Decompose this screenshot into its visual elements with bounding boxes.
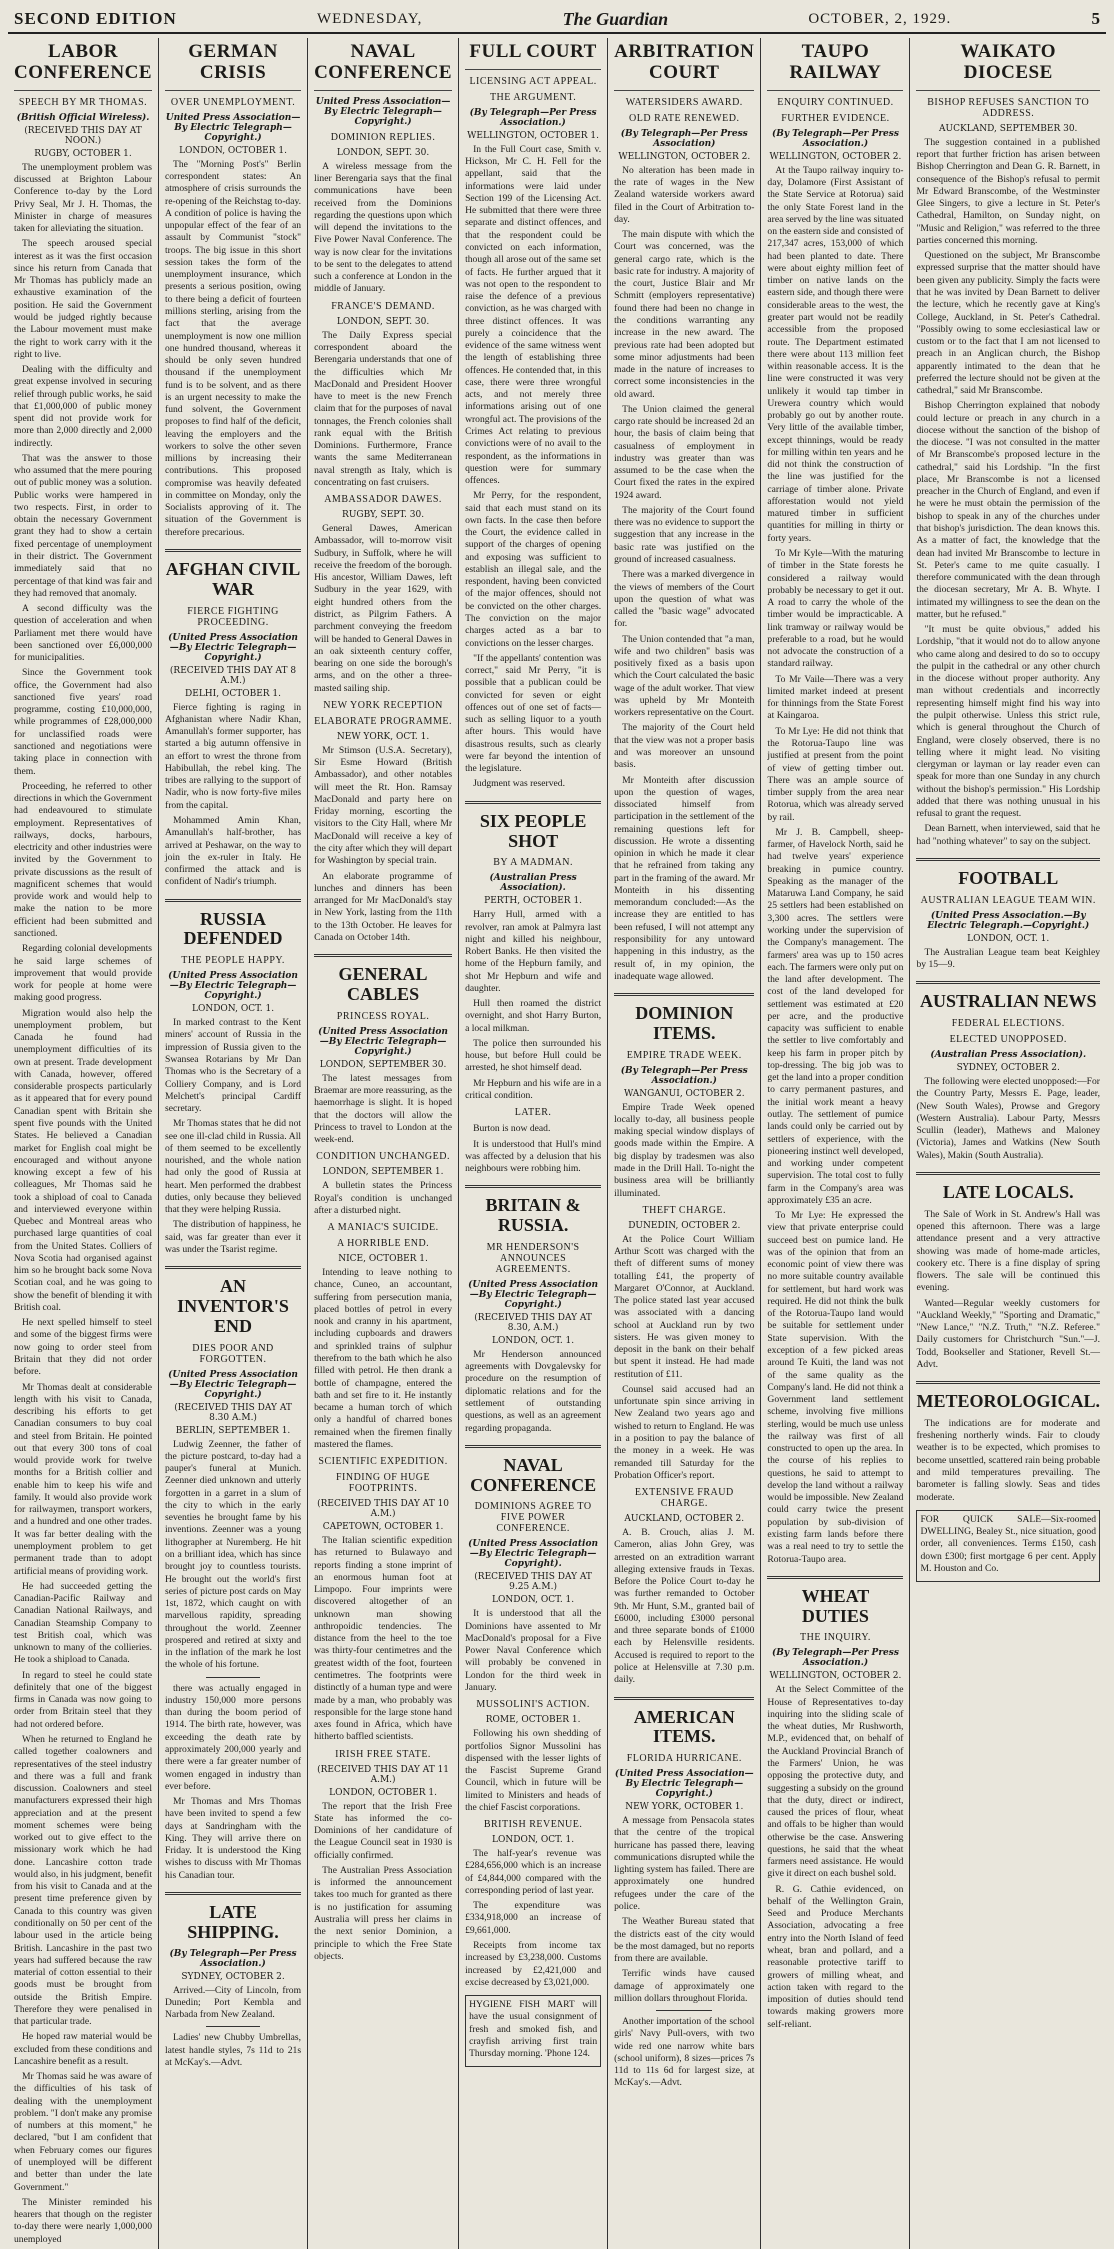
paragraph: An elaborate programme of lunches and dinners has been arranged for Mr MacDonald's stay in New York, lasting from the 11th to the 13th October. He leaves for Canada on October 14th. [314,870,453,943]
paragraph: He had succeeded getting the Canadian-Pacific Railway and Canadian National Railways, and Canadian Steamship Company to test British coal, which was unknown to many of the collieries. He took a shipload to Canada. [14,1580,152,1666]
paragraph: Mr Thomas said he was aware of the difficulties of his task of dealing with the unemployment problem. "I don't make any promise of numbers at this moment," he declared, "but I am confident that when February comes our figures of unemployed will be different and better than under the late Government." [14,2071,152,2193]
paragraph: Questioned on the subject, Mr Branscombe expressed surprise that the matter should have been given any publicity. Simply the facts were that he was invited by Dean Barnett to deliver the lecture, which he recently gave at King's College, Auckland, in St. Peter's Cathedral. "Possibly owing to some ecclesiastical law or custom or to the fact that I am not licensed to preach in an Anglican church, the Bishop apparently intimated to the dean that he preferred the lecture should not be given at the cathedral," said Mr Branscombe. [916,250,1100,397]
subhead: FIERCE FIGHTING PROCEEDING. [187,605,279,628]
paragraph: When he returned to England he called together coalowners and representatives of the steel industry and there was a full and frank discussion. Coalowners and steel manufacturers expressed their high appreciation and at the present moment schemes were being worked out to give effect to the missionary work which he had done. Lancashire cotton trade would also, in his judgment, benefit from his visit to Canada and at the present time preference given by Canada to this country was given conditionally on 50 per cent of the labour used in the article being British. Lancashire in the past two years had suffered because the raw material of cotton essential to their goods must be brought from outside the British Empire. Therefore they were penalised in that particular trade. [14,1733,152,2028]
subhead: LICENSING ACT APPEAL. [469,75,597,87]
paragraph: The police then surrounded his house, but before Hull could be arrested, he shot himself dead. [465,1037,602,1074]
column-waikato-diocese [910,38,1106,2249]
advertisement-box [916,1510,1100,1582]
paragraph: Intending to leave nothing to chance, Cuneo, an accountant, suffering from persecution mania, placed bottles of petrol in every nook and cranny in his apartment, including cupboards and drawers and sprinkled trains of sulphur therefrom to the bath which he also filled with petrol. He then drank a bottle of champagne, entered the bath and set fire to it. He instantly became a human torch of which only a handful of charred bones remained when the firemen finally mastered the flames. [314,1267,453,1450]
credit: (By Telegraph—Per Press Association.) [620,1065,748,1086]
paragraph: The suggestion contained in a published report that further friction has arisen between Bishop Cherrington and Dean G. R. Barnett, in consequence of the Bishop's refusal to permit Mr Edward Branscombe, of the Westminster Glee Singers, to give a lecture in St. Peter's Cathedral, Hamilton, on Sunday night, on "Music and Religion," was referred to the three parties concerned this morning. [916,136,1100,246]
paragraph: The majority of the Court held that the view was not a proper basis and was moreover an unsound basis. [614,722,755,771]
dateline: LONDON, OCT. 1. [191,1004,275,1015]
paragraph: The expenditure was £334,918,000 an increase of £9,661,000. [465,1900,602,1936]
paragraph: The following were elected unopposed:—For the Country Party, Messrs E. Page, leader, (New South Wales), Prowse and Gregory (Western Australia). Labour Party, Messrs Scullin (leader), Mathews and Maloney (Victoria), James and Watkins (New South Wales), Makin (South Australia). [916,1076,1100,1161]
paragraph: Wanted—Regular weekly customers for "Auckland Weekly," "Sporting and Dramatic," "New Lance," "N.Z. Truth," "N.Z. Referee." Daily customers for Christchurch "Sun."—J. Todd, Bookseller and Stationer, Revell St.—Advt. [916,1297,1100,1370]
paragraph: In regard to steel he could state definitely that one of the biggest firms in Canada was now going to order from Britain steel that they had not ordered before. [14,1669,152,1730]
paragraph: The Australian Press Association is informed the announcement takes too much for granted as there is no justification for assuming Australia will press her claims in the next senior Dominion, a principle to which the Free State objects. [314,1864,453,1962]
paragraph: "It must be quite obvious," added his Lordship, "that it would not do to allow anyone who came along and desired to do so to occupy the pulpit in the cathedral or any other church in the diocese without proper authority. Any man without credentials and incorrectly representing himself might find his way into the pulpit otherwise. Unless this strict rule, which is general throughout the Church of England, were closely observed, there is no telling where it might lead. No visiting clergyman or layman or lay reader even can speak for more than one Sunday in any church without the bishop's permission." His Lordship added that there was nothing unusual in his refusal to grant the request. [916,624,1100,820]
dateline: AUCKLAND, OCTOBER 2. [624,1514,745,1525]
headline-waikato-diocese: WAIKATO DIOCESE [916,38,1100,91]
headline-six-people-shot: SIX PEOPLE SHOT [465,801,601,852]
paragraph: The report that the Irish Free State has informed the co-Dominions of her candidature of the League Council seat in 1930 is officially confirmed. [314,1800,453,1861]
newspaper-title: The Guardian [562,8,669,29]
paragraph: Mr Thomas and Mrs Thomas have been invited to spend a few days at Sandringham with the King. They will arrive there on Friday. It is understood the King wishes to discuss with Mr Thomas his Canadian tour. [165,1796,302,1881]
paragraph: The distribution of happiness, he said, was far greater than ever it was under the Tsarist regime. [165,1219,302,1255]
paragraph: That was the answer to those who assumed that the mere pouring out of public money was a solution. Public works were hampered in two respects. First, in order to obtain the necessary Government grant they had to show a certain fixed percentage of unemployment in their district. The Government immediately said that no percentage of that kind was fair and they had removed that anomaly. [14,452,152,599]
page-number: 5 [1091,9,1100,28]
headline-german-crisis: GERMAN CRISIS [165,38,301,91]
column-full-court [459,38,608,2249]
subhead: SPEECH BY MR THOMAS. [18,96,148,108]
paragraph: A. B. Crouch, alias J. M. Cameron, alias John Grey, was arrested on an extradition warrant alleging extensive frauds in Texas. Before the Police Court to-day he was further remanded to October 9th. Mr Hunt, S.M., granted bail of £6000, including £3000 personal and three separate bonds of £1000 each by Helensville residents. Accused is required to report to the police at Helensville at 7.30 p.m. daily. [614,1527,755,1686]
credit: (By Telegraph—Per Press Association) [620,128,748,149]
paragraph: Mr Thomas dealt at considerable length with his visit to Canada, describing his efforts to get Canadian consumers to buy coal and steel from Britain. He pointed out that every 300 tons of coal would provide work for twelve months for a British collier and enable him to keep his wife and family. It would also provide work for railwaymen, transport workers, and a hundred and one other trades. It was far better dealing with the unemployment problem to get permanent trade than to adopt artificial means of providing work. [14,1381,152,1577]
paragraph: The Daily Express special correspondent aboard the Berengaria understands that one of the difficulties which Mr MacDonald and President Hoover have to meet is the new French claim that for the purposes of naval tonnages, the French colonies shall rank equal with the British Dominions. Furthermore, France wants the same Mediterranean naval strength as Italy, which is concentrating on fast cruisers. [314,329,453,488]
subhead: PRINCESS ROYAL. [336,1010,430,1022]
paragraph: The unemployment problem was discussed at Brighton Labour Conference to-day by the Lord Privy Seal, Mr J. H. Thomas, the Minister in charge of measures taken for alleviating the situation. [14,161,152,235]
paragraph: there was actually engaged in industry 150,000 more persons than during the boom period of 1914. The birth rate, however, was exceeding the death rate by approximately 200,000 yearly and there were a far greater number of women engaged in industry than ever before. [165,1682,302,1792]
subhead: BY A MADMAN. [493,857,573,869]
credit: (By Telegraph—Per Press Association.) [771,1648,899,1669]
subhead: MR HENDERSON'S ANNOUNCES AGREEMENTS. [486,1241,580,1275]
subhead: OVER UNEMPLOYMENT. [170,96,296,108]
dateline: WANGANUI, OCTOBER 2. [623,1088,745,1099]
paragraph: In the Full Court case, Smith v. Hickson, Mr C. H. Fell for the appellant, said that the informations were laid under Section 199 of the Licensing Act. He submitted that there were three separate and distinct offences, and that the respondent could be convicted on each information, though all arose out of the same set of facts. He further argued that it was not open to the respondent to raise the defence of a previous conviction, as he was charged with three distinct offences. It was purely a coincidence that the evidence of the same witness went the length of establishing three offences. He contended that, in this case, there were three wrongful acts, and not merely three informations arising out of one wrongful act. The provisions of the Crimes Act relating to previous convictions were of no avail to the respondent, as the informations in question were for summary offences. [465,143,602,487]
dateline: LONDON, OCT. 1. [492,1595,575,1606]
headline-australian-news: AUSTRALIAN NEWS [916,981,1100,1012]
paragraph: Dealing with the difficulty and great expense involved in securing relief through public works, he said that £1,000,000 of public money spent did not provide work for more than 2,000 directly and 2,000 indirectly. [14,364,152,449]
dateline: WELLINGTON, OCTOBER 1. [467,130,600,141]
paragraph: A message from Pensacola states that the centre of the tropical hurricane has passed there, leaving communications disrupted while the lighting system has failed. There are approximately one hundred refugees under the care of the police. [614,1815,755,1912]
subhead: ELECTED UNOPPOSED. [949,1034,1067,1046]
paragraph: Following his own shedding of portfolios Signor Mussolini has dispensed with the lesser lights of the Fascist Supreme Grand Council, which in future will be limited to Ministers and heads of the chief Fascist corporations. [465,1728,602,1813]
credit: (By Telegraph—Per Press Association.) [771,128,899,149]
paragraph: The Italian scientific expedition has returned to Bulawayo and reports finding a stone imprint of an enormous human foot at Limpopo. Four imprints were discovered altogether of an unknown man showing anthropoidic tendencies. The distance from the heel to the toe was thirty-four centimetres and the greatest width of the foot, fourteen centimetres. The footprints were distinctly of a human type and were made by a man, who probably was responsible for the large stone hand axes found in Africa, which have hitherto baffled scientists. [314,1535,453,1743]
divider [206,2026,260,2027]
paragraph: In marked contrast to the Kent miners' account of Russia in the impression of Russia given to the Swansea Rotarians by Mr Dan Thomas who is the Secretary of a Colliery Company, and is Lord Melchett's principal Cardiff secretary. [165,1017,302,1115]
dateline: WELLINGTON, OCTOBER 2. [769,1671,902,1682]
credit: (By Telegraph—Per Press Association.) [469,107,597,128]
paragraph: Migration would also help the unemployment problem, but Canada he found had unemployment difficulties of its own at present. Trade development with Canada, however, offered considerable prospects particularly as it appeared that for every pound Canadian spent with Britain she spent five pounds with the United States. He believed a Canadian market for English coal might be encouraged and without anyone knowing except a few of his colleagues, Mr Thomas said he took a shipload of coal to Canada and interviewed everyone within Quebec and Montreal areas who purchased large quantities of coal from the United States. Colliers of Nova Scotia had organised against him so he brought back some Nova Scotian coal, and he was going to show the benefit of blending it with British coal. [14,1007,152,1313]
headline-wheat-duties: WHEAT DUTIES [767,1576,903,1627]
subhead: AMBASSADOR DAWES. [324,494,442,506]
headline-naval-conference: NAVAL CONFERENCE [314,38,452,91]
dateline: WELLINGTON, OCTOBER 2. [769,151,902,162]
dateline: LONDON, OCTOBER 1. [179,145,287,156]
paragraph: Ludwig Zeenner, the father of the picture postcard, to-day had a pauper's funeral at Munich. Zeenner died unknown and utterly forgotten in a garret in a slum of the city to which in the early seventies he brought fame by his inventions. Zeenner was a young lithographer at Nuremberg. He hit on a brilliant idea, which has since brought joy to countless tourists. He brought out the world's first series of picture post cards on May 1st, 1872, which caught on with marvellous rapidity, spreading throughout the world. Zeenner prospered and retired at sixty and in the inflation of the mark he lost the whole of his fortune. [165,1438,302,1671]
dateline: AUCKLAND, SEPTEMBER 30. [939,123,1078,134]
paragraph: Empire Trade Week opened locally to-day, all business people making special window displays of goods made within the Empire. A big display by tradesmen was also made in the Drill Hall. To-night the business area will be brilliantly illuminated. [614,1101,755,1199]
credit: United Press Association—By Electric Telegraph—Copyright.) [315,96,451,127]
column-naval-conference [308,38,459,2249]
paragraph: Receipts from income tax increased by £3,238,000. Customs increased by £2,421,000 and excise decreased by £3,021,000. [465,1939,602,1988]
dateline: DELHI, OCTOBER 1. [185,688,281,699]
subhead: CONDITION UNCHANGED. [316,1151,450,1163]
paragraph: At the Taupo railway inquiry to-day, Dolamore (First Assistant of the State Service at Rotorua) said the only State Forest land in the area served by the line was situated on the eastern side and consisted of 217,347 acres, 153,000 of which had been planted to date. There were about eighty million feet of timber on native lands on the eastern side, and though there were considerable areas to the west, the greater part would not be readily accessible from the proposed route. The Department estimated there were about 113 million feet within reasonable access. It is the line were constructed it was very unlikely it would tap timber in Urewera country which would probably go out by another route. Very little of the available timber, except thinnings, would be ready for milling within ten years and he did not think the construction of the line was justified for the carriage of timber alone. Private afforestation would not yield matured timber in sufficient quantities for milling in thirty or forty years. [767,164,904,544]
paragraph: Judgment was reserved. [473,778,565,790]
credit: (United Press Association.—By Electric Telegraph.—Copyright.) [927,910,1090,931]
subhead: AUSTRALIAN LEAGUE TEAM WIN. [920,894,1096,906]
paragraph: Mr Henderson announced agreements with Dovgalevsky for procedure on the resumption of diplomatic relations and for the settlement of outstanding questions, as well as an agreement regarding propaganda. [465,1348,602,1434]
paragraph: The Australian League team beat Keighley by 15—9. [916,946,1100,970]
paragraph: Mr Stimson (U.S.A. Secretary), Sir Esme Howard (British Ambassador), and other notables will meet the Rt. Hon. Ramsay MacDonald and party here on Friday morning, escorting the visitors to the City Hall, where Mr MacDonald will receive a key of the city after which they will depart for Washington by special train. [314,744,453,867]
credit: (United Press Association—By Electric Telegraph—Copyright.) [168,1369,298,1400]
received-line: (RECEIVED THIS DAY AT NOON.) [24,125,142,146]
headline-taupo-railway: TAUPO RAILWAY [767,38,903,91]
paragraph: The Minister reminded his hearers that though on the register to-day there were nearly 1,000,000 unemployed [14,2196,152,2245]
received-line: (RECEIVED THIS DAY AT 8 A.M.) [169,665,297,686]
paragraph: The Sale of Work in St. Andrew's Hall was opened this afternoon. There was a large attendance present and a very attractive showing was made of home-made articles, cookery etc. There is a fine display of spring flowers. The sale will be continued this evening. [916,1208,1100,1294]
paragraph: The Union contended that "a man, wife and two children" basis was positively fixed as a basis upon which the Court calculated the basic wage of the adult worker. That view was upheld by Mr Monteith workers representative on the Court. [614,633,755,719]
column-labor-conference [8,38,159,2249]
credit: (United Press Association—By Electric Telegraph—Copyright.) [318,1026,448,1057]
paragraph: Mr Thomas states that he did not see one ill-clad child in Russia. All of them seemed to be excellently nourished, and the whole nation had only the good of Russia at heart. Men performed the drabbest duties, only because they believed that they were helping Russia. [165,1118,302,1216]
dateline: CAPETOWN, OCTOBER 1. [322,1522,444,1533]
dateline: SYDNEY, OCTOBER 2. [181,1971,285,1982]
dateline: SYDNEY, OCTOBER 2. [956,1063,1060,1074]
paragraph: Arrived.—City of Lincoln, from Dunedin; Port Kembla and Narbada from New Zealand. [165,1984,302,2021]
dateline: RUGBY, OCTOBER 1. [34,148,132,159]
credit: (By Telegraph—Per Press Association.) [169,1948,297,1969]
dateline: NEW YORK, OCT. 1. [336,731,430,742]
paragraph: The majority of the Court found there was no evidence to support the suggestion that any increase in the basic rate was justified on the ground of increased casualness. [614,504,755,566]
paragraph: Regarding colonial developments he said large schemes of improvement that would provide work for people at home were making good progress. [14,943,152,1004]
subhead: SCIENTIFIC EXPEDITION. [318,1456,448,1468]
subhead: THEFT CHARGE. [642,1204,727,1216]
subhead: EXTENSIVE FRAUD CHARGE. [634,1487,734,1510]
credit: (United Press Association—By Electric Telegraph—Copyright.) [614,1769,754,1800]
paragraph: Counsel said accused had an unfortunate spin since arriving in New Zealand two years ago and wished to return to England. He was in a position to pay the balance of the money in a week. He was remanded till Saturday for the Probation Officer's report. [614,1383,755,1481]
paragraph: Dean Barnett, when interviewed, said that he had "nothing whatever" to say on the subject. [916,823,1100,847]
subhead: DOMINIONS AGREE TO FIVE POWER CONFERENCE. [474,1501,592,1535]
subhead: ENQUIRY CONTINUED. [777,96,894,108]
column-arbitration-court [608,38,761,2249]
subhead: A MANIAC'S SUICIDE. [327,1222,439,1234]
credit: (Australian Press Association). [930,1050,1087,1061]
advertisement-box [465,1995,601,2067]
issue-day: WEDNESDAY, [316,10,423,27]
dateline: PERTH, OCTOBER 1. [484,896,583,907]
dateline: DUNEDIN, OCTOBER 2. [628,1220,741,1231]
subhead: OLD RATE RENEWED. [629,112,740,124]
dateline: LONDON, SEPTEMBER 1. [322,1167,444,1178]
paragraph: The main dispute with which the Court was concerned, was the general cargo rate, which is the basic rate for industry. A majority of the court, Justice Blair and Mr Schmitt (employers representative) found there had been no change in the conditions warranting any increase in the new award. The previous rate had been adopted but some minor adjustments had been made in the nature of increases to correct some inconsistencies in the old award. [614,229,755,400]
dateline: LONDON, OCTOBER 1. [329,1787,438,1798]
received-line: (RECEIVED THIS DAY AT 11 A.M.) [317,1764,450,1785]
paragraph: The speech aroused special interest as it was the first occasion since his return from Canada that Mr Thomas has publicly made an exhaustive examination of the position. He said the Government would be judged rightly because the Labour movement must make the right to work carry with it the right to live. [14,238,152,360]
dateline: LONDON, SEPTEMBER 30. [319,1059,447,1070]
headline-labor-conference: LABOR CONFERENCE [14,38,152,91]
paragraph: Fierce fighting is raging in Afghanistan where Nadir Khan, Amanullah's former supporter, has started a big autumn offensive in an effort to wrest the throne from Habibullah, the rebel king. The tribes are rallying to the support of Nadir, who is now forty-five miles from the capital. [165,701,302,811]
paragraph: Burton is now dead. [473,1123,551,1135]
subhead: THE INQUIRY. [800,1632,871,1644]
paragraph: Mr Perry, for the respondent, said that each must stand on its own facts. In the case then before the Court, the evidence called in support of the charges of opening and exposing was sufficient to establish an illegal sale, and the respondent, having been convicted of the major offences, should not be convicted on the other charges. The conviction on the major charges acted as a bar to convictions on the lesser charges. [465,490,602,649]
paragraph: At the Select Committee of the House of Representatives to-day inquiring into the sliding scale of the wheat duties, Mr Rushworth, M.P., evidenced that, on behalf of the Auckland Provincial Branch of the Farmers' Union, he was opposing the protective duty, and suggesting a subsidy on the ground that the duty, direct or indirect, caused the prices of flour, wheat and offals to be higher than would otherwise be the case. Answering questions, he said that the wheat farmers need assistance. He would give it direct on each bushel sold. [767,1684,904,1880]
headline-inventors-end: AN INVENTOR'S END [165,1266,301,1336]
column-taupo-railway [761,38,910,2249]
subhead: FURTHER EVIDENCE. [781,112,890,124]
column-german-crisis [159,38,308,2249]
subhead: THE PEOPLE HAPPY. [181,955,285,967]
subhead: NEW YORK RECEPTION [323,699,443,711]
headline-late-locals: LATE LOCALS. [916,1172,1100,1203]
paragraph: Terrific winds have caused damage of approximately one million dollars throughout Florida. [614,1968,755,2004]
divider [656,2010,712,2011]
paragraph: The Weather Bureau stated that the districts east of the city would be the most damaged, but no reports from there are available. [614,1916,755,1965]
subhead: BRITISH REVENUE. [483,1819,583,1831]
subhead: FEDERAL ELECTIONS. [951,1018,1065,1030]
subhead: WATERSIDERS AWARD. [625,96,743,108]
headline-russia-defended: RUSSIA DEFENDED [165,899,301,950]
paragraph: The Union claimed the general cargo rate should be increased 2d an hour, the basis of claim being that casualness of employment in industry was greater than was assumed to be the case when the Court fixed the rates in the expired 1924 award. [614,403,755,501]
dateline: BERLIN, SEPTEMBER 1. [175,1425,291,1436]
advertisement: Ladies' new Chubby Umbrellas, latest handle styles, 7s 11d to 21s at McKay's.—Advt. [165,2032,302,2068]
dateline: LONDON, SEPT. 30. [336,147,430,158]
subhead: LATER. [514,1107,552,1119]
paragraph: He next spelled himself to steel and some of the biggest firms were now going to order steel from Britain that they did not order before. [14,1317,152,1378]
headline-late-shipping: LATE SHIPPING. [165,1892,301,1943]
paragraph: The "Morning Post's" Berlin correspondent states: An atmosphere of crisis surrounds the re-opening of the Reichstag to-day. A condition of police is having the unpopular effect of the fear of an assault by Communist "stock" troops. The big issue in this short session takes the form of the unemployment insurance, which presents a serious position, owing to there being a deficit of fourteen millions sterling, arising from the fact that the average unemployment is now one million one hundred thousand, whereas it should be only seven hundred thousand if the unemployment fund is to be solvent, and as there is an urgent necessity to make the fund solvent, the Government proposes to find half of the deficit, leaving the employers and the workers to solve the other seven millions by increasing their contributions. This proposed compromise was heavily defeated in committee on Monday, only the Socialists approving of it. The situation of the Government is therefore precarious. [165,158,302,538]
paragraph: To Mr Lye: He expressed the view that private enterprise could succeed best on pumice land. He was of the opinion that from an economic point of view there was no more suitable country available for settlement, but hard work was required. He did not think the bulk of the Rotorua-Taupo land would be suitable for settlement under State supervision. With the exception of a few picked areas around Te Kuiti, the land was not of the same quality as the Company's land. He did not think a Government land settlement scheme, involving five millions sterling, would be much use unless the railway was first of all constructed to open up the area. In the course of his replies to questions, he said to attempt to develop the land without a railway would be impossible. New Zealand could carry twice the present population by sub-division of existing farm lands before there was a real need to try to settle the Rotorua-Taupo area. [767,1210,904,1565]
headline-american-items: AMERICAN ITEMS. [614,1697,754,1748]
subhead: THE ARGUMENT. [489,91,577,103]
received-line: (RECEIVED THIS DAY AT 8.30 A.M.) [174,1402,292,1423]
dateline: LONDON, OCT. 1. [967,933,1050,944]
credit: (British Official Wireless). [16,112,150,123]
dateline: LONDON, OCT. 1. [492,1835,575,1846]
received-line: (RECEIVED THIS DAY AT 8.30, A.M.) [474,1312,592,1333]
advertisement: HYGIENE FISH MART will have the usual consignment of fresh and smoked fish, and crayfish arriving first train Thursday morning. 'Phone 124. [469,1999,598,2060]
paragraph: Proceeding, he referred to other directions in which the Government had endeavoured to stimulate employment. Representatives of railways, docks, harbours, electricity and other industries were invited by the Government to private discussions as the result of magnificent schemes that would provide work and would help to make the nation to be more efficient had been submitted and sanctioned. [14,780,153,939]
credit: (United Press Association—By Electric Telegraph—Copyright). [468,1539,599,1570]
subhead: FINDING OF HUGE FOOTPRINTS. [335,1472,431,1495]
paragraph: Bishop Cherrington explained that nobody could lecture or preach in any church in a diocese without the sanction of the bishop of the diocese. "I was not consulted in the matter of Mr Branscombe's proposed lecture in the cathedral," said his Lordship. "In the first place, Mr Branscombe is not a licensed preacher in the Church of England, and even if he were he must obtain the permission of the bishop to speak in any of the churches under that bishop's jurisdiction. The dean knows this. As a matter of fact, the knowledge that the dean had invited Mr Branscombe to lecture in St. Peter's came to me quite casually. I therefore communicated with the dean through the diocesan secretary, Mr A. B. Whyte. I intimated my willingness to see the dean on the matter, but he refused." [916,400,1100,620]
paragraph: Hull then roamed the district overnight, and shot Harry Burton, a local milkman. [465,998,602,1034]
headline-football: FOOTBALL [916,858,1100,889]
edition-label: SECOND EDITION [14,9,177,28]
headline-arbitration-court: ARBITRATION COURT [614,38,754,91]
received-line: (RECEIVED THIS DAY AT 9.25 A.M.) [474,1572,592,1593]
paragraph: Mohammed Amin Khan, Amanullah's half-brother, has arrived at Peshawar, on the way to join the ex-ruler in Italy. He confirmed the attack and is confident of Nadir's triumph. [165,815,302,888]
credit: (Australian Press Association). [489,873,577,894]
subhead: IRISH FREE STATE. [335,1748,431,1760]
masthead [8,6,1106,34]
paragraph: It is understood that all the Dominions have assented to Mr MacDonald's proposal for a Five Power Naval Conference which will probably be convened in London for the third week in January. [465,1608,602,1693]
paragraph: He hoped raw material would be excluded from these conditions and Lancashire benefit as a result. [14,2031,152,2067]
headline-meteorological: METEOROLOGICAL. [916,1381,1100,1412]
advertisement: FOR QUICK SALE—Six-roomed DWELLING, Bealey St., nice situation, good order, all conveniences. Terms £150, cash down £300; first mortgage 6 per cent. Apply M. Houston and Co. [920,1513,1096,1574]
paragraph: A bulletin states the Princess Royal's condition is unchanged after a disturbed night. [314,1180,453,1216]
dateline: LONDON, OCT. 1. [492,1335,575,1346]
subhead: DIES POOR AND FORGOTTEN. [192,1342,274,1365]
paragraph: A wireless message from the liner Berengaria says that the final communications have been received from the Dominions regarding the questions upon which will depend the invitations to the Five Power Naval Conference. The way is now clear for the invitations to be sent to the delegates to attend such a conference at London in the middle of January. [314,160,453,295]
columns [8,38,1106,2245]
credit: United Press Association—By Electric Telegraph—Copyright.) [165,112,301,143]
paragraph: R. G. Cathie evidenced, on behalf of the Wellington Grain, Seed and Produce Merchants Association, advocating a free entry into the North Island of feed wheat, bran and pollard, and a reasonable protective tariff to growers of milling wheat, and action taken with regard to the imposition of duties should tend towards making growers more self-reliant. [767,1883,904,2030]
headline-full-court: FULL COURT [465,38,601,70]
credit: (United Press Association—By Electric Telegraph—Copyright.) [468,1279,599,1310]
paragraph: A second difficulty was the question of acceleration and when Parliament met there would have been sanctioned over £6,000,000 for municipalities. [14,603,152,664]
headline-naval-conference-2: NAVAL CONFERENCE [465,1445,601,1496]
subhead: ELABORATE PROGRAMME. [314,715,452,727]
headline-general-cables: GENERAL CABLES [314,954,452,1005]
paragraph: To Mr Vaile—There was a very limited market indeed at present for thinnings from the State Forest at Kaingaroa. [767,673,904,722]
paragraph: Mr Monteith after discussion upon the question of wages, dissociated himself from participation in the settlement of the remaining questions left for discussion. He wrote a dissenting opinion in which he made it clear that he refrained from taking any part in the framing of the award. Mr Monteith in his dissenting memorandum concluded:—As the increase they are entitled to has been refused, I will not attempt any responsibility for any untoward happening in this industry, as the result of, in my opinion, the inadequate wage allowed. [614,774,755,982]
advertisement: Another importation of the school girls' Navy Pull-overs, with two wide red one narrow white bars (school uniform), 8 sizes—prices 7s 11d to 11s 6d for largest size, at McKay's.—Advt. [614,2016,755,2089]
paragraph: There was a marked divergence in the views of members of the Court upon the question of what was called the "basic wage" advocated for. [614,569,755,630]
paragraph: Since the Government took office, the Government had also sanctioned five years' road programme, costing £10,000,000, while programmes of £28,000,000 for unclassified roads were sanctioned and negotiations were taking place in connection with them. [14,667,152,777]
dateline: WELLINGTON, OCTOBER 2. [618,151,751,162]
headline-afghan-civil-war: AFGHAN CIVIL WAR [165,549,301,600]
paragraph: General Dawes, American Ambassador, will to-morrow visit Sudbury, in Suffolk, where he will receive the freedom of the borough. His ancestor, William Dawes, left Sudbury in the year 1629, with eight hundred others from the district, as Pilgrim Fathers. A parchment conveying the freedom will be handed to General Dawes in an oak sixteenth century coffer, bearing on one side the borough's arms, and on the other a three-masted sailing ship. [314,523,453,694]
paragraph: To Mr Kyle—With the maturing of timber in the State forests he considered a railway would probably be necessary to get it out. A road to carry the whole of the timber would be impracticable. A link tramway or railway would be preferable to a road, but he would not advocate the construction of a standard railway. [767,548,904,670]
divider [206,1677,260,1678]
paragraph: Mr Hepburn and his wife are in a critical condition. [465,1077,602,1102]
dateline: NICE, OCTOBER 1. [338,1254,428,1265]
headline-britain-russia: BRITAIN & RUSSIA. [465,1185,601,1236]
issue-date: OCTOBER, 2, 1929. [808,10,952,27]
paragraph: At the Police Court William Arthur Scott was charged with the theft of different sums of money totalling £41, the property of Margaret O'Connor, at Auckland. The police stated last year accused was associated with a dancing school at Auckland run by two sisters. He was given money to deposit in the bank on their behalf but spent it instead. He had made restitution of £11. [614,1233,755,1380]
subhead: BISHOP REFUSES SANCTION TO ADDRESS. [927,96,1090,119]
headline-dominion-items: DOMINION ITEMS. [614,993,754,1044]
paragraph: The latest messages from Braemar are more reassuring, as the haemorrhage is slight. It is hoped that the doctors will allow the Princess to travel to London at the week-end. [314,1072,453,1146]
subhead: FRANCE'S DEMAND. [331,300,435,312]
paragraph: It is understood that Hull's mind was affected by a delusion that his neighbours were robbing him. [465,1138,602,1175]
credit: (United Press Association—By Electric Telegraph—Copyright.) [168,971,298,1002]
credit: (United Press Association—By Electric Telegraph—Copyright.) [168,632,298,663]
paragraph: Mr J. B. Campbell, sheep-farmer, of Havelock North, said he had twelve years' experience breaking in pumice country. Speaking as the manager of the Mataruwa Land Company, he said 25 settlers had been established on 3,300 acres. The settlers were working under the supervision of the Company's management. The farmers' area was up to 150 acres each. The farmers were only put on the land after development. The cost of the land developed for settlement was estimated at £20 per acre, and the productive capacity was sufficient to enable the settler to live comfortably and keep his farm in proper pitch by top-dressing. The big job was to get the land into a proper condition to carry permanent pastures, and the initial work meant a heavy outlay. The settlement of pumice lands could only be carried out by settlers of experience, with the pioneering instinct well developed, and working under competent supervision. The total cost to fully farm in the Company's area was approximately £35 an acre. [767,826,904,1206]
received-line: (RECEIVED THIS DAY AT 10 A.M.) [317,1499,450,1520]
subhead: DOMINION REPLIES. [330,131,436,143]
paragraph: "If the appellants' contention was correct," said Mr Perry, "it is possible that a publican could be convicted for seven or eight offences out of one set of facts—such as selling liquor to a youth after hours. This would have disastrous results, such as clearly were far beyond the intention of the legislature. [465,652,602,775]
subhead: A HORRIBLE END. [336,1238,430,1250]
dateline: LONDON, SEPT. 30. [336,316,430,327]
dateline: NEW YORK, OCTOBER 1. [625,1802,744,1813]
dateline: ROME, OCTOBER 1. [485,1715,581,1726]
subhead: EMPIRE TRADE WEEK. [626,1049,742,1061]
paragraph: Harry Hull, armed with a revolver, ran amok at Palmyra last night and killed his neighbour, Robert Banks. He then visited the home of the Hepburn family, and shot Mr Hepburn and wife and daughter. [465,909,602,994]
subhead: MUSSOLINI'S ACTION. [476,1699,590,1711]
subhead: FLORIDA HURRICANE. [626,1753,742,1765]
paragraph: The indications are for moderate and freshening northerly winds. Fair to cloudy weather is to be expected, which promises to become unsettled, scattered rain being probable and mild temperatures prevailing. The barometer is falling slowly. Seas and tides moderate. [916,1417,1100,1503]
dateline: RUGBY, SEPT. 30. [342,510,425,521]
paragraph: To Mr Lye: He did not think that the Rotorua-Taupo line was justified at present from the point of view of getting timber out. There was an ample source of timber supply from the area near Rotorua, which was already served by rail. [767,725,904,823]
paragraph: The half-year's revenue was £284,656,000 which is an increase of £4,844,000 compared with the corresponding period of last year. [465,1848,602,1896]
paragraph: No alteration has been made in the rate of wages in the New Zealand waterside workers award filed in the Court of Arbitration to-day. [614,164,755,225]
